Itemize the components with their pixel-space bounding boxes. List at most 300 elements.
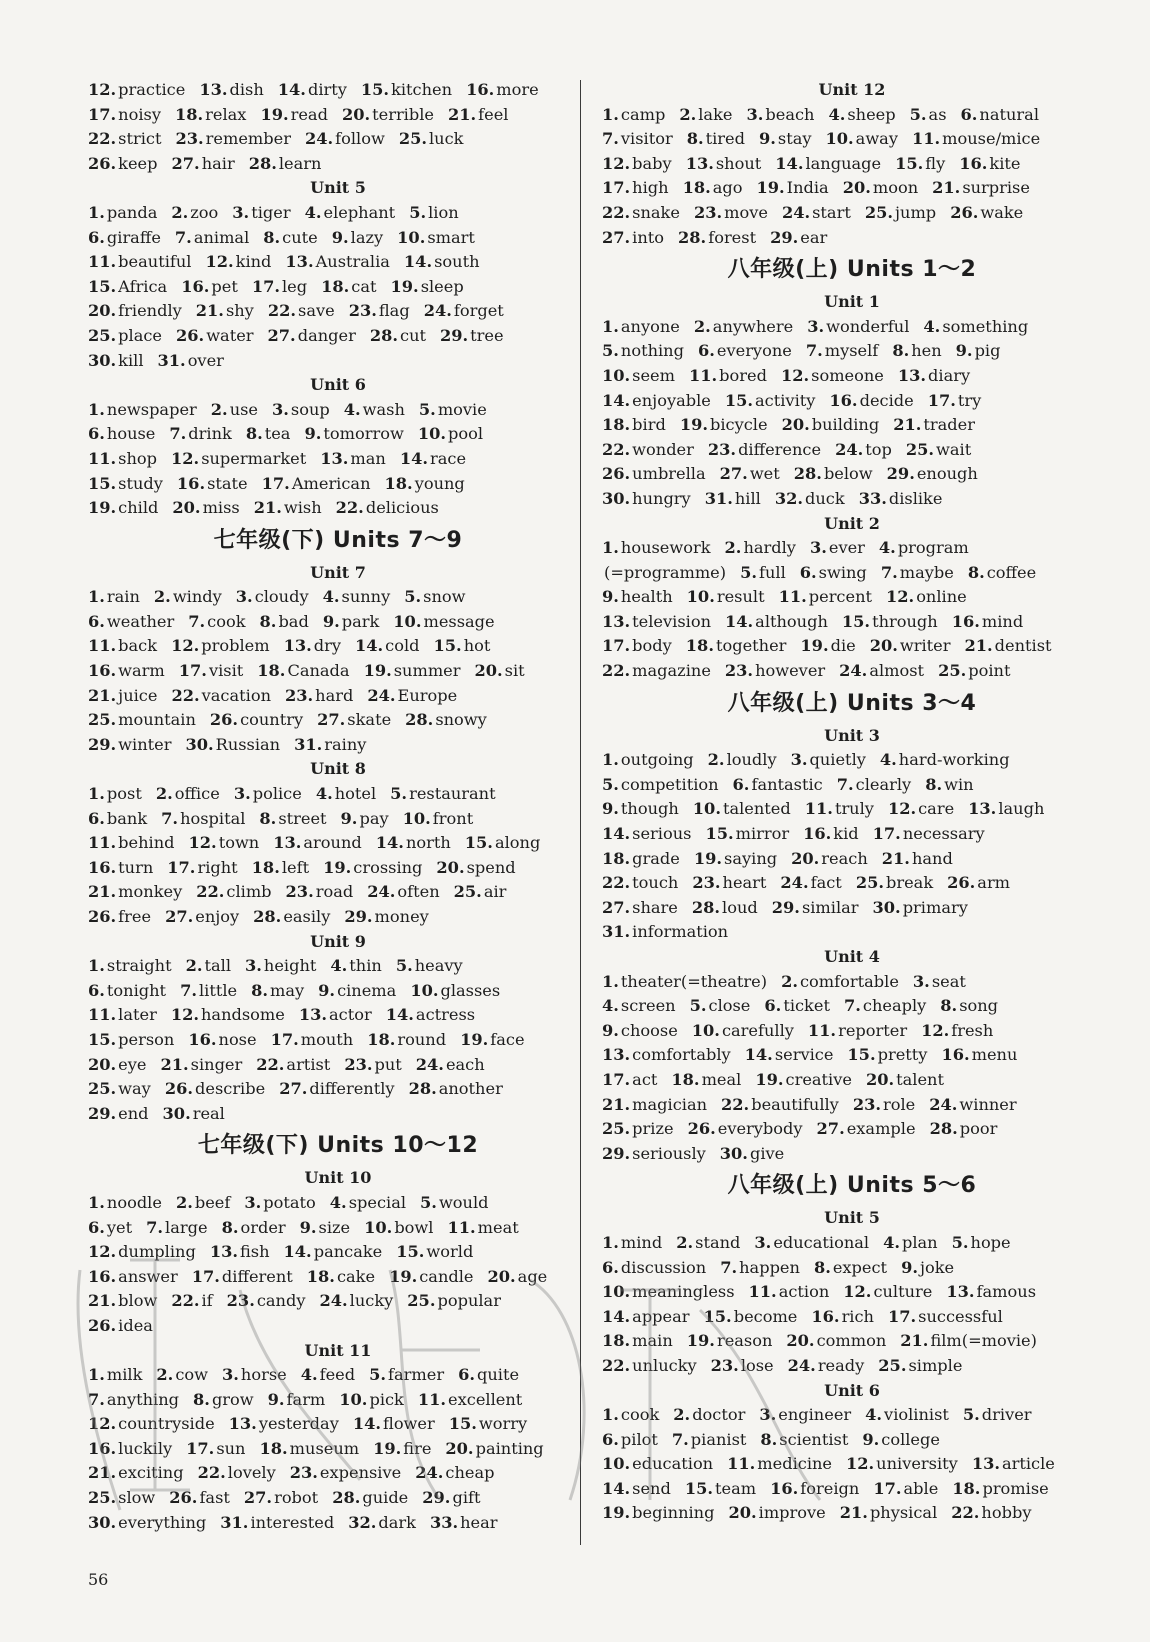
answer-number: 11. (911, 129, 941, 149)
answer-item (179, 661, 243, 680)
answer-item (88, 858, 153, 877)
answer-number: 6. (88, 424, 105, 444)
answer-item (262, 474, 371, 493)
answer-word: world (426, 1242, 474, 1262)
answer-word: actress (415, 1005, 476, 1025)
answer-number: 17. (602, 178, 631, 198)
answer-word: hard-working (898, 750, 1010, 770)
answer-word: another (438, 1079, 503, 1099)
answer-word: lake (698, 104, 733, 124)
answer-item (859, 489, 943, 508)
answer-number: 23. (724, 661, 754, 681)
answer-word: panda (106, 202, 158, 222)
answer-number: 10. (410, 980, 439, 1000)
answer-number: 6. (764, 996, 782, 1016)
answer-number: 7. (169, 424, 187, 444)
answer-word: meal (701, 1069, 742, 1089)
answer-word: each (445, 1054, 485, 1074)
answer-number: 23. (852, 1094, 881, 1114)
answer-number: 18. (306, 1266, 335, 1286)
answer-item (602, 1021, 678, 1040)
answer-item (602, 873, 678, 892)
answer-line (88, 78, 588, 103)
answer-word: beef (194, 1192, 231, 1212)
answer-number: 18. (321, 276, 350, 296)
answer-number: 3. (272, 399, 289, 419)
answer-item (268, 1390, 326, 1409)
answer-item (694, 849, 777, 868)
answer-number: 14. (602, 1306, 631, 1326)
answer-line (602, 127, 1102, 152)
answer-word: way (118, 1079, 151, 1099)
answer-line (88, 1265, 588, 1290)
answer-number: 18. (257, 661, 286, 681)
answer-number: 7. (602, 129, 619, 149)
answer-number: 18. (251, 857, 280, 877)
answer-number: 11. (727, 1454, 756, 1474)
answer-word: mind (981, 611, 1024, 631)
answer-word: tall (204, 956, 231, 976)
answer-number: 29. (886, 464, 915, 484)
answer-item (808, 1021, 907, 1040)
answer-number: 16. (466, 80, 495, 99)
answer-line (88, 275, 588, 300)
answer-number: 25. (88, 1079, 117, 1099)
answer-line (88, 684, 588, 709)
answer-item (880, 750, 1010, 769)
answer-item (278, 80, 347, 99)
answer-number: 15. (464, 833, 493, 853)
answer-number: 5. (418, 399, 436, 419)
answer-item (199, 80, 263, 99)
answer-number: 11. (447, 1217, 476, 1237)
answer-number: 13. (199, 80, 228, 99)
answer-item (602, 775, 719, 794)
answer-item (404, 587, 465, 606)
answer-number: 27. (171, 153, 200, 173)
answer-number: 17. (191, 1266, 220, 1286)
answer-number: 17. (270, 1029, 299, 1049)
answer-word: stand (695, 1232, 741, 1252)
answer-word: visitor (620, 129, 673, 149)
answer-number: 29. (440, 325, 469, 345)
answer-item (88, 784, 142, 803)
answer-line (88, 1191, 588, 1216)
answer-word: common (816, 1331, 887, 1351)
answer-number: 3. (244, 1192, 262, 1212)
answer-line (88, 496, 588, 521)
answer-word: cook (620, 1405, 660, 1425)
answer-item (88, 1365, 142, 1384)
answer-number: 23. (285, 882, 314, 902)
answer-number: 3. (235, 587, 253, 607)
answer-number: 7. (843, 996, 861, 1016)
answer-number: 29. (88, 734, 117, 754)
answer-number: 18. (367, 1029, 396, 1049)
answer-word: age (517, 1266, 548, 1286)
answer-item (434, 636, 491, 655)
answer-item (708, 750, 777, 769)
answer-number: 22. (602, 661, 631, 681)
answer-line (602, 536, 1102, 561)
answer-item (454, 882, 507, 901)
answer-line (602, 226, 1102, 251)
answer-word: moon (872, 178, 919, 198)
answer-word: answer (118, 1266, 178, 1286)
answer-item (299, 1005, 372, 1024)
answer-item (419, 400, 487, 419)
answer-number: 2. (707, 750, 725, 770)
answer-number: 11. (689, 365, 718, 385)
answer-line (88, 610, 588, 635)
answer-word: often (397, 882, 440, 902)
answer-word: send (632, 1478, 671, 1498)
answer-number: 7. (188, 611, 206, 631)
answer-word: beautiful (118, 252, 192, 272)
answer-word: cheaply (862, 996, 927, 1016)
answer-word: stay (777, 129, 812, 149)
answer-word: wet (749, 464, 780, 484)
answer-number: 1. (88, 399, 105, 419)
answer-word: back (118, 636, 158, 656)
answer-number: 24. (780, 873, 809, 893)
answer-item (843, 1282, 932, 1301)
answer-number: 7. (671, 1429, 689, 1449)
answer-number: 3. (754, 1232, 772, 1252)
answer-word: hope (970, 1232, 1011, 1252)
answer-number: 10. (602, 365, 631, 385)
answer-word: behind (118, 833, 175, 853)
answer-word: someone (811, 365, 884, 385)
answer-word: country (240, 710, 304, 730)
answer-item (370, 326, 426, 345)
answer-word: health (620, 587, 673, 607)
answer-word: luckily (118, 1438, 173, 1458)
answer-item (416, 1055, 485, 1074)
answer-number: 1. (602, 1405, 619, 1425)
answer-number: 17. (927, 390, 956, 410)
answer-word: flower (383, 1414, 435, 1434)
answer-number: 14. (602, 390, 631, 410)
answer-line (88, 1388, 588, 1413)
answer-number: 26. (687, 1119, 716, 1139)
answer-item (602, 366, 675, 385)
answer-word: ever (828, 538, 865, 558)
answer-number: 18. (682, 178, 711, 198)
answer-item (721, 1095, 839, 1114)
answer-line (88, 152, 588, 177)
answer-item (88, 735, 171, 754)
answer-number: 5. (740, 562, 757, 582)
answer-line (88, 1028, 588, 1053)
answer-word: anywhere (712, 316, 794, 336)
answer-word: cow (175, 1365, 208, 1385)
answer-number: 21. (160, 1054, 189, 1074)
answer-item (418, 424, 483, 443)
answer-item (171, 636, 270, 655)
answer-word: state (207, 473, 248, 493)
answer-word: dislike (888, 488, 943, 508)
answer-item (692, 1021, 794, 1040)
answer-word: beginning (632, 1503, 715, 1523)
answer-word: vacation (201, 685, 271, 705)
answer-word: wake (980, 202, 1024, 222)
answer-number: 16. (941, 1045, 970, 1065)
answer-item (305, 203, 396, 222)
answer-word: along (494, 833, 541, 853)
answer-word: town (218, 833, 260, 853)
answer-number: 16. (951, 611, 980, 631)
answer-item (88, 326, 162, 345)
answer-word: surprise (962, 178, 1030, 198)
answer-word: kitchen (391, 80, 453, 99)
answer-word: newspaper (106, 399, 197, 419)
answer-number: 13. (685, 153, 714, 173)
answer-word: man (350, 448, 386, 468)
right-column (602, 78, 1102, 1526)
answer-number: 13. (968, 799, 997, 819)
answer-number: 7. (180, 980, 197, 1000)
answer-word: guide (362, 1488, 409, 1508)
answer-number: 9. (758, 129, 776, 149)
answer-number: 22. (171, 1291, 200, 1311)
answer-number: 4. (602, 996, 619, 1016)
answer-item (391, 277, 464, 296)
answer-item (602, 636, 672, 655)
answer-item (320, 1291, 394, 1310)
answer-item (972, 1454, 1055, 1473)
answer-number: 1. (602, 104, 619, 124)
unit-heading: Unit 3 (824, 725, 880, 745)
answer-number: 33. (429, 1512, 459, 1532)
answer-word: tree (470, 325, 504, 345)
answer-item (244, 1488, 318, 1507)
answer-number: 18. (602, 415, 631, 435)
answer-item (602, 996, 676, 1015)
answer-item (866, 1070, 944, 1089)
answer-item (389, 1267, 473, 1286)
answer-word: fact (810, 873, 842, 893)
answer-item (254, 498, 322, 517)
answer-item (870, 636, 951, 655)
answer-word: necessary (902, 824, 985, 844)
answer-item (404, 252, 480, 271)
answer-number: 27. (816, 1119, 845, 1139)
answer-item (602, 464, 706, 483)
answer-word: straight (106, 956, 172, 976)
answer-item (88, 956, 172, 975)
answer-item (460, 1030, 524, 1049)
answer-number: 15. (841, 611, 871, 631)
answer-item (193, 1390, 254, 1409)
answer-item (165, 907, 239, 926)
answer-item (323, 612, 379, 631)
answer-item (930, 1119, 998, 1138)
answer-number: 4. (828, 104, 846, 124)
answer-number: 24. (787, 1355, 816, 1375)
answer-word: practice (118, 80, 186, 99)
answer-line (88, 1486, 588, 1511)
answer-number: 7. (836, 774, 854, 794)
answer-number: 23. (710, 1355, 739, 1375)
answer-item (332, 1488, 408, 1507)
section-heading: 七年级(下) Units 10～12 (197, 1133, 479, 1159)
answer-number: 4. (322, 587, 340, 607)
answer-number: 19. (363, 661, 392, 681)
answer-item (424, 301, 504, 320)
answer-word: as (928, 104, 947, 124)
answer-number: 19. (756, 178, 785, 198)
answer-number: 11. (778, 587, 807, 607)
answer-word: poor (959, 1119, 998, 1139)
answer-word: high (632, 178, 669, 198)
answer-number: 21. (839, 1503, 868, 1523)
answer-word: bad (278, 611, 309, 631)
answer-number: 26. (176, 325, 205, 345)
answer-word: hear (460, 1512, 498, 1532)
answer-word: top (865, 439, 892, 459)
answer-word: restaurant (409, 784, 496, 804)
answer-word: glasses (440, 980, 501, 1000)
answer-word: expect (832, 1257, 888, 1277)
answer-number: 25. (88, 325, 117, 345)
answer-line (602, 994, 1102, 1019)
answer-item (88, 1414, 215, 1433)
answer-number: 17. (602, 636, 631, 656)
answer-word: little (198, 980, 238, 1000)
answer-word: luck (428, 129, 464, 149)
answer-word: song (959, 996, 999, 1016)
answer-number: 31. (220, 1512, 249, 1532)
answer-number: 26. (947, 873, 976, 893)
answer-line (88, 422, 588, 447)
answer-item (679, 105, 732, 124)
answer-number: 1. (602, 971, 619, 991)
answer-word: education (632, 1454, 714, 1474)
answer-item (862, 1430, 940, 1449)
answer-item (705, 489, 761, 508)
answer-word: spend (466, 857, 516, 877)
answer-number: 8. (263, 227, 281, 247)
answer-line (88, 1437, 588, 1462)
answer-word: scientist (779, 1429, 849, 1449)
answer-number: 6. (88, 1217, 105, 1237)
answer-item (720, 1258, 800, 1277)
answer-item (947, 873, 1010, 892)
answer-number: 3. (233, 784, 251, 804)
answer-item (222, 1365, 287, 1384)
answer-number: 20. (88, 301, 117, 321)
answer-word: hungry (632, 488, 691, 508)
answer-item (271, 1030, 354, 1049)
answer-item (847, 1045, 927, 1064)
answer-number: 9. (862, 1429, 880, 1449)
answer-word: screen (620, 996, 676, 1016)
answer-word: mind (620, 1232, 663, 1252)
answer-number: 20. (791, 848, 820, 868)
answer-item (963, 1405, 1032, 1424)
unit-heading: Unit 10 (304, 1168, 372, 1188)
answer-number: 26. (209, 710, 239, 730)
unit-heading: Unit 5 (310, 178, 366, 198)
answer-word: housework (620, 538, 711, 558)
answer-item (172, 154, 235, 173)
answer-number: 16. (188, 1029, 217, 1049)
answer-number: 20. (487, 1266, 516, 1286)
answer-number: 11. (88, 833, 117, 853)
answer-number: 12. (921, 1020, 950, 1040)
answer-number: 25. (407, 1291, 436, 1311)
answer-word: duck (805, 488, 845, 508)
answer-word: anyone (620, 316, 680, 336)
answer-item (344, 400, 405, 419)
answer-item (952, 612, 1024, 631)
answer-word: forest (708, 227, 757, 247)
answer-item (284, 1242, 383, 1261)
answer-item (88, 686, 157, 705)
answer-word: trader (923, 415, 975, 435)
answer-item (177, 474, 248, 493)
answer-item (232, 203, 290, 222)
answer-number: 2. (676, 1232, 694, 1252)
unit-heading: Unit 2 (824, 513, 880, 533)
answer-word: online (916, 587, 967, 607)
answer-item (602, 587, 673, 606)
answer-item (687, 1331, 773, 1350)
answer-word: die (830, 636, 856, 656)
answer-number: 17. (167, 857, 196, 877)
answer-word: pilot (620, 1429, 658, 1449)
answer-item (88, 1055, 146, 1074)
answer-item (393, 612, 494, 631)
answer-item (698, 341, 792, 360)
answer-number: 5. (409, 202, 427, 222)
answer-number: 20. (436, 857, 465, 877)
answer-line (602, 1231, 1102, 1256)
answer-word: gift (452, 1488, 481, 1508)
answer-item (344, 907, 428, 926)
answer-item (249, 154, 322, 173)
answer-item (711, 1356, 774, 1375)
answer-item (837, 775, 911, 794)
answer-number: 22. (171, 685, 200, 705)
answer-number: 12. (780, 365, 810, 385)
answer-number: 19. (460, 1029, 489, 1049)
answer-item (779, 587, 872, 606)
answer-item (929, 1095, 1016, 1114)
answer-number: 8. (251, 980, 268, 1000)
answer-word: laugh (998, 799, 1045, 819)
answer-item (385, 474, 465, 493)
answer-item (878, 1356, 962, 1375)
answer-word: monkey (118, 882, 183, 902)
answer-item (180, 981, 237, 1000)
answer-word: kind (235, 252, 272, 272)
answer-line (88, 1289, 588, 1314)
answer-number: 9. (267, 1389, 285, 1409)
answer-word: over (187, 350, 224, 370)
answer-item (234, 784, 302, 803)
answer-word: arm (977, 873, 1011, 893)
answer-item (161, 809, 245, 828)
answer-number: 11. (88, 448, 117, 468)
answer-number: 14. (725, 611, 754, 631)
answer-item (88, 1030, 174, 1049)
answer-word: police (252, 784, 302, 804)
answer-item (906, 440, 971, 459)
answer-item (154, 587, 222, 606)
answer-item (806, 341, 878, 360)
